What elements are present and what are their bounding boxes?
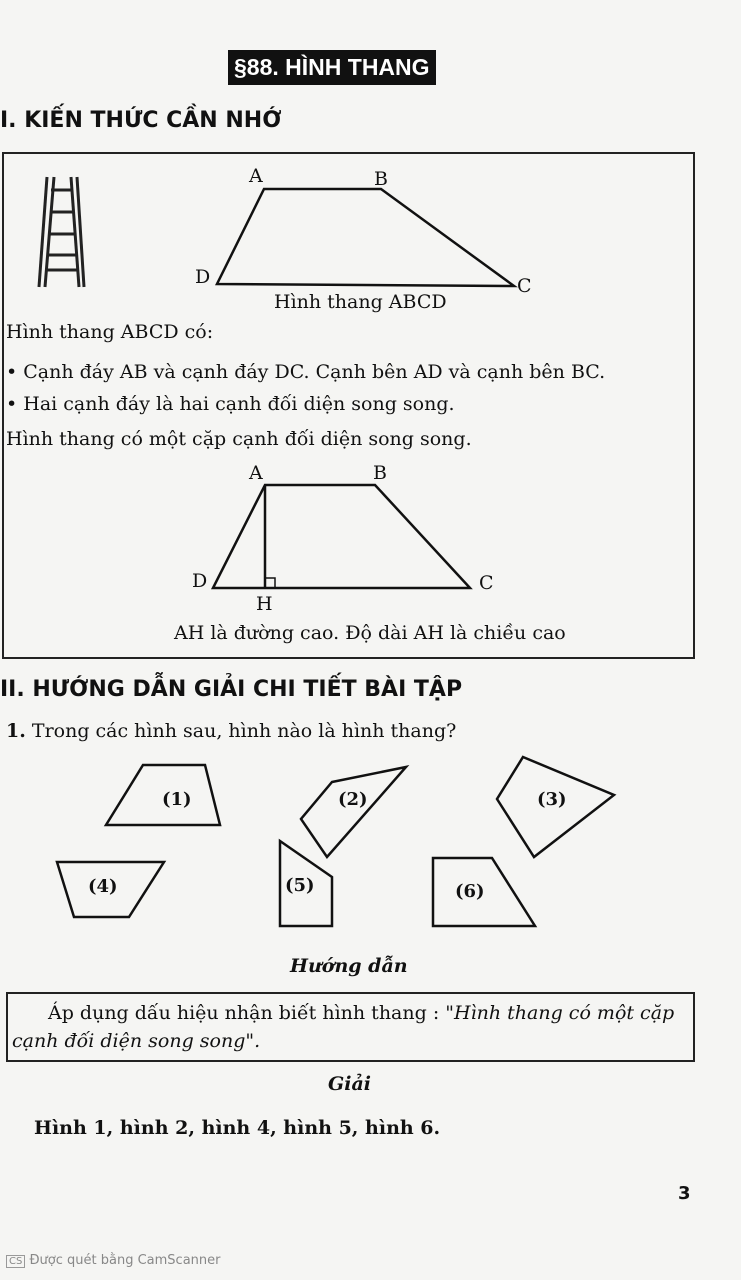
trapezoid-with-height bbox=[213, 485, 470, 588]
bullet-2: • Hai cạnh đáy là hai cạnh đối diện song song. bbox=[6, 393, 455, 415]
shape-label-4: (4) bbox=[88, 876, 118, 897]
camscanner-watermark bbox=[6, 1253, 221, 1268]
guide-prefix: Áp dụng dấu hiệu nhận biết hình thang : bbox=[48, 1002, 446, 1024]
page-number: 3 bbox=[678, 1183, 691, 1204]
right-angle-mark bbox=[265, 578, 275, 588]
watermark-text: Được quét bằng CamScanner bbox=[29, 1253, 221, 1268]
shape-label-2: (2) bbox=[338, 789, 368, 810]
trapezoid-abcd bbox=[217, 189, 514, 286]
height-caption: AH là đường cao. Độ dài AH là chiều cao bbox=[174, 622, 566, 644]
vertex-d: D bbox=[192, 570, 208, 592]
section-heading-1: I. KIẾN THỨC CẦN NHỚ bbox=[0, 108, 282, 133]
bullet-1: • Cạnh đáy AB và cạnh đáy DC. Cạnh bên AD và cạnh bên BC. bbox=[6, 361, 606, 383]
solution-text: Hình 1, hình 2, hình 4, hình 5, hình 6. bbox=[34, 1117, 441, 1139]
vertex-b: B bbox=[373, 462, 387, 484]
shape-2 bbox=[301, 767, 406, 857]
question-text: Trong các hình sau, hình nào là hình thang? bbox=[31, 720, 457, 742]
vertex-b: B bbox=[374, 168, 388, 190]
shape-label-6: (6) bbox=[455, 881, 485, 902]
ladder-icon bbox=[39, 177, 84, 287]
vertex-h: H bbox=[256, 593, 273, 615]
shape-label-5: (5) bbox=[285, 875, 315, 896]
vertex-a: A bbox=[249, 462, 263, 484]
intro-text: Hình thang ABCD có: bbox=[6, 321, 214, 343]
question-1 bbox=[6, 720, 456, 742]
guide-quote: "Hình thang có một cặp bbox=[445, 1002, 675, 1024]
solution-heading: Giải bbox=[328, 1073, 371, 1095]
camscanner-logo: CS bbox=[6, 1255, 25, 1268]
guide-quote-cont: cạnh đối diện song song". bbox=[12, 1030, 261, 1052]
guide-heading: Hướng dẫn bbox=[290, 955, 408, 977]
vertex-c: C bbox=[517, 275, 532, 297]
shape-label-1: (1) bbox=[162, 789, 192, 810]
vertex-a: A bbox=[249, 165, 263, 187]
question-number: 1. bbox=[6, 720, 26, 742]
vertex-c: C bbox=[479, 572, 494, 594]
page-title: §88. HÌNH THANG bbox=[228, 50, 436, 85]
definition-text: Hình thang có một cặp cạnh đối diện song song. bbox=[6, 428, 472, 450]
vertex-d: D bbox=[195, 266, 211, 288]
section-heading-2: II. HƯỚNG DẪN GIẢI CHI TIẾT BÀI TẬP bbox=[0, 677, 463, 702]
shape-label-3: (3) bbox=[537, 789, 567, 810]
figure-caption: Hình thang ABCD bbox=[274, 291, 447, 313]
guide-text bbox=[48, 1002, 674, 1024]
